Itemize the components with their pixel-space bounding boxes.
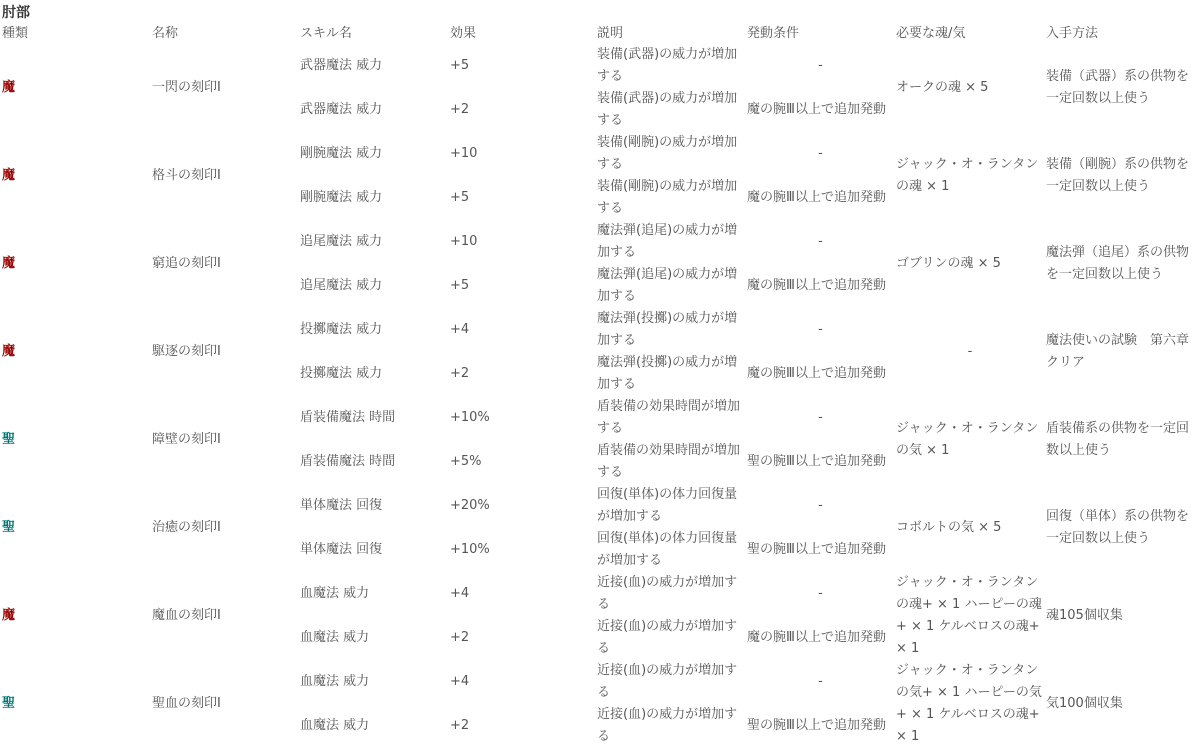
effect-cell: +2 — [450, 630, 470, 645]
desc-cell: 魔法弾(追尾)の威力が増加する — [597, 267, 738, 304]
type-cell: 聖 — [2, 520, 16, 535]
desc-cell: 装備(武器)の威力が増加する — [597, 47, 738, 84]
desc-cell: 近接(血)の威力が増加する — [597, 707, 738, 744]
header-row — [0, 22, 1193, 44]
type-cell: 魔 — [2, 608, 16, 623]
soul-cell: ジャック・オ・ランタンの魂 × 1 — [896, 157, 1039, 194]
name-cell: 一閃の刻印I — [152, 80, 221, 95]
acquire-cell: 回復（単体）系の供物を一定回数以上使う — [1046, 509, 1190, 546]
skill-cell: 剛腕魔法 威力 — [300, 190, 383, 205]
name-cell: 魔血の刻印I — [152, 608, 221, 623]
effect-cell: +4 — [450, 586, 470, 601]
condition-cell: 聖の腕Ⅲ以上で追加発動 — [747, 454, 886, 469]
acquire-cell: 魔法弾（追尾）系の供物を一定回数以上使う — [1046, 245, 1190, 282]
name-cell: 障壁の刻印I — [152, 432, 221, 447]
acquire-cell: 装備（剛腕）系の供物を一定回数以上使う — [1046, 157, 1190, 194]
effect-cell: +10 — [450, 234, 478, 249]
condition-cell: - — [818, 58, 823, 73]
skill-cell: 武器魔法 威力 — [300, 58, 383, 73]
desc-cell: 盾装備の効果時間が増加する — [597, 399, 741, 436]
type-cell: 魔 — [2, 168, 16, 183]
skill-cell: 盾装備魔法 時間 — [300, 410, 396, 425]
skill-cell: 追尾魔法 威力 — [300, 234, 383, 249]
name-cell: 格斗の刻印I — [152, 168, 221, 183]
condition-cell: 魔の腕Ⅲ以上で追加発動 — [747, 190, 886, 205]
name-cell: 治癒の刻印I — [152, 520, 221, 535]
desc-cell: 魔法弾(投擲)の威力が増加する — [597, 311, 738, 348]
type-cell: 聖 — [2, 432, 16, 447]
table-row — [0, 396, 1193, 440]
table-row — [0, 484, 1193, 528]
desc-cell: 近接(血)の威力が増加する — [597, 575, 738, 612]
soul-cell: - — [967, 344, 973, 359]
desc-cell: 装備(剛腕)の威力が増加する — [597, 179, 738, 216]
table-row — [0, 132, 1193, 176]
acquire-cell: 気100個収集 — [1046, 696, 1123, 711]
effect-cell: +10% — [450, 410, 490, 425]
acquire-cell: 魂105個収集 — [1046, 608, 1123, 623]
desc-cell: 装備(剛腕)の威力が増加する — [597, 135, 738, 172]
effect-cell: +2 — [450, 102, 470, 117]
header-soul: 必要な魂/気 — [896, 26, 966, 41]
soul-cell: ジャック・オ・ランタンの魂+ × 1 ハーピーの魂+ × 1 ケルベロスの魂+ × 1 — [896, 575, 1042, 656]
skill-cell: 単体魔法 回復 — [300, 542, 383, 557]
desc-cell: 装備(武器)の威力が増加する — [597, 91, 738, 128]
table-body — [0, 44, 1193, 748]
table-row — [0, 572, 1193, 616]
acquire-cell: 魔法使いの試験 第六章クリア — [1046, 333, 1190, 370]
skill-cell: 血魔法 威力 — [300, 674, 370, 689]
condition-cell: 聖の腕Ⅲ以上で追加発動 — [747, 718, 886, 733]
condition-cell: - — [818, 410, 823, 425]
desc-cell: 回復(単体)の体力回復量が増加する — [597, 531, 738, 568]
header-name: 名称 — [152, 26, 179, 41]
soul-cell: ジャック・オ・ランタンの気+ × 1 ハーピーの気+ × 1 ケルベロスの魂+ × 1 — [896, 663, 1042, 744]
desc-cell: 魔法弾(追尾)の威力が増加する — [597, 223, 738, 260]
effect-cell: +5% — [450, 454, 482, 469]
desc-cell: 近接(血)の威力が増加する — [597, 619, 738, 656]
soul-cell: ジャック・オ・ランタンの気 × 1 — [896, 421, 1039, 458]
desc-cell: 盾装備の効果時間が増加する — [597, 443, 741, 480]
condition-cell: 魔の腕Ⅲ以上で追加発動 — [747, 102, 886, 117]
effect-cell: +2 — [450, 366, 470, 381]
condition-cell: - — [818, 498, 823, 513]
type-cell: 魔 — [2, 80, 16, 95]
condition-cell: 聖の腕Ⅲ以上で追加発動 — [747, 542, 886, 557]
effect-cell: +10 — [450, 146, 478, 161]
acquire-cell: 装備（武器）系の供物を一定回数以上使う — [1046, 69, 1190, 106]
skill-cell: 血魔法 威力 — [300, 718, 370, 733]
effect-cell: +2 — [450, 718, 470, 733]
header-desc: 説明 — [597, 26, 624, 41]
condition-cell: 魔の腕Ⅲ以上で追加発動 — [747, 278, 886, 293]
effect-cell: +20% — [450, 498, 490, 513]
soul-cell: オークの魂 × 5 — [896, 80, 989, 95]
skill-cell: 投擲魔法 威力 — [300, 366, 383, 381]
acquire-cell: 盾装備系の供物を一定回数以上使う — [1046, 421, 1190, 458]
skill-cell: 単体魔法 回復 — [300, 498, 383, 513]
soul-cell: ゴブリンの魂 × 5 — [896, 256, 1001, 271]
skill-cell: 血魔法 威力 — [300, 586, 370, 601]
soul-cell: コボルトの気 × 5 — [896, 520, 1002, 535]
effect-cell: +5 — [450, 278, 470, 293]
skill-cell: 武器魔法 威力 — [300, 102, 383, 117]
table-row — [0, 308, 1193, 352]
type-cell: 魔 — [2, 344, 16, 359]
skill-cell: 剛腕魔法 威力 — [300, 146, 383, 161]
header-effect: 効果 — [450, 26, 477, 41]
table-row — [0, 220, 1193, 264]
effect-cell: +4 — [450, 674, 470, 689]
table-row — [0, 660, 1193, 704]
header-type: 種類 — [2, 26, 29, 41]
name-cell: 駆逐の刻印I — [152, 344, 221, 359]
type-cell: 聖 — [2, 696, 16, 711]
condition-cell: - — [818, 322, 823, 337]
skill-cell: 血魔法 威力 — [300, 630, 370, 645]
effect-cell: +5 — [450, 58, 470, 73]
condition-cell: 魔の腕Ⅲ以上で追加発動 — [747, 630, 886, 645]
desc-cell: 回復(単体)の体力回復量が増加する — [597, 487, 738, 524]
effect-cell: +4 — [450, 322, 470, 337]
effect-cell: +5 — [450, 190, 470, 205]
table-row — [0, 44, 1193, 88]
condition-cell: - — [818, 674, 823, 689]
name-cell: 聖血の刻印I — [152, 696, 221, 711]
engraving-table — [0, 22, 1193, 748]
skill-cell: 盾装備魔法 時間 — [300, 454, 396, 469]
header-skill: スキル名 — [300, 26, 352, 41]
header-cond: 発動条件 — [747, 26, 800, 41]
condition-cell: - — [818, 586, 823, 601]
condition-cell: - — [818, 234, 823, 249]
type-cell: 魔 — [2, 256, 16, 271]
effect-cell: +10% — [450, 542, 490, 557]
condition-cell: 魔の腕Ⅲ以上で追加発動 — [747, 366, 886, 381]
name-cell: 窮追の刻印I — [152, 256, 221, 271]
desc-cell: 魔法弾(投擲)の威力が増加する — [597, 355, 738, 392]
desc-cell: 近接(血)の威力が増加する — [597, 663, 738, 700]
condition-cell: - — [818, 146, 823, 161]
header-get: 入手方法 — [1046, 26, 1099, 41]
section-title: 肘部 — [2, 5, 30, 21]
skill-cell: 投擲魔法 威力 — [300, 322, 383, 337]
skill-cell: 追尾魔法 威力 — [300, 278, 383, 293]
